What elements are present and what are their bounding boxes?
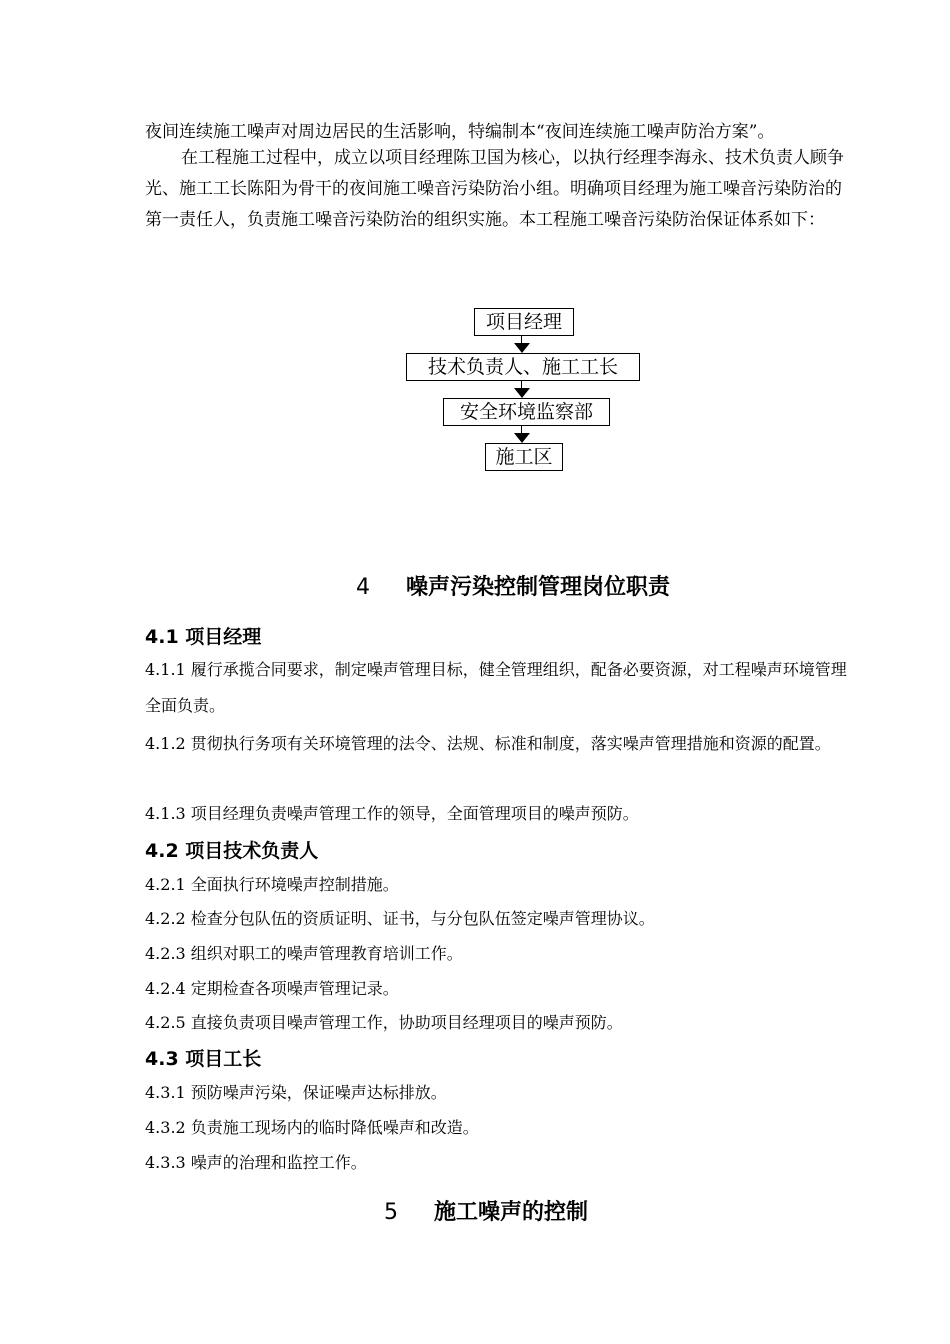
list-item: 4.1.3 项目经理负责噪声管理工作的领导，全面管理项目的噪声预防。 [145,804,639,823]
section-5-heading [384,1195,588,1226]
flow-box-construction-area: 施工区 [485,443,563,471]
flow-box-tech-lead-foreman: 技术负责人、施工工长 [406,353,640,381]
section-title: 施工噪声的控制 [434,1200,589,1225]
section-4-heading [356,570,670,601]
list-item: 4.1.1 履行承揽合同要求，制定噪声管理目标，健全管理组织，配备必要资源，对工程噪声环境管理全面负责。 [145,660,847,715]
flow-arrow-icon [514,388,530,398]
list-item: 4.1.2 贯彻执行务项有关环境管理的法令、法规、标准和制度，落实噪声管理措施和资源的配置。 [145,734,831,753]
list-item: 4.2.5 直接负责项目噪声管理工作，协助项目经理项目的噪声预防。 [145,1013,623,1032]
list-item: 4.2.4 定期检查各项噪声管理记录。 [145,979,399,998]
flowchart [0,0,950,520]
list-item: 4.2.3 组织对职工的噪声管理教育培训工作。 [145,944,463,963]
subsection-4-2-heading: 4.2 项目技术负责人 [145,840,319,862]
section-number: 4 [356,575,370,600]
list-item: 4.3.2 负责施工现场内的临时降低噪声和改造。 [145,1118,479,1137]
list-item: 4.3.3 噪声的治理和监控工作。 [145,1153,367,1172]
flow-box-project-manager: 项目经理 [474,308,574,336]
flow-connector [521,426,522,434]
list-item: 4.3.1 预防噪声污染，保证噪声达标排放。 [145,1083,447,1102]
list-item: 4.2.1 全面执行环境噪声控制措施。 [145,875,399,894]
intro-line: 夜间连续施工噪声对周边居民的生活影响，特编制本“夜间连续施工噪声防治方案”。 [145,122,775,142]
intro-paragraph: 在工程施工过程中，成立以项目经理陈卫国为核心，以执行经理李海永、技术负责人顾争光、施工工长陈阳为骨干的夜间施工噪音污染防治小组。明确项目经理为施工噪音污染防治的第一责任人，负责施工噪音污染防治的组织实施。本工程施工噪音污染防治保证体系如下： [145,148,844,230]
section-number: 5 [384,1200,398,1225]
flow-arrow-icon [514,343,530,353]
section-title: 噪声污染控制管理岗位职责 [406,575,671,600]
flow-connector [521,381,522,389]
flow-arrow-icon [514,433,530,443]
flow-box-safety-dept: 安全环境监察部 [443,398,610,426]
list-item: 4.2.2 检查分包队伍的资质证明、证书，与分包队伍签定噪声管理协议。 [145,909,655,928]
subsection-4-3-heading: 4.3 项目工长 [145,1048,262,1070]
subsection-4-1-heading: 4.1 项目经理 [145,626,262,648]
flow-connector [521,336,522,344]
